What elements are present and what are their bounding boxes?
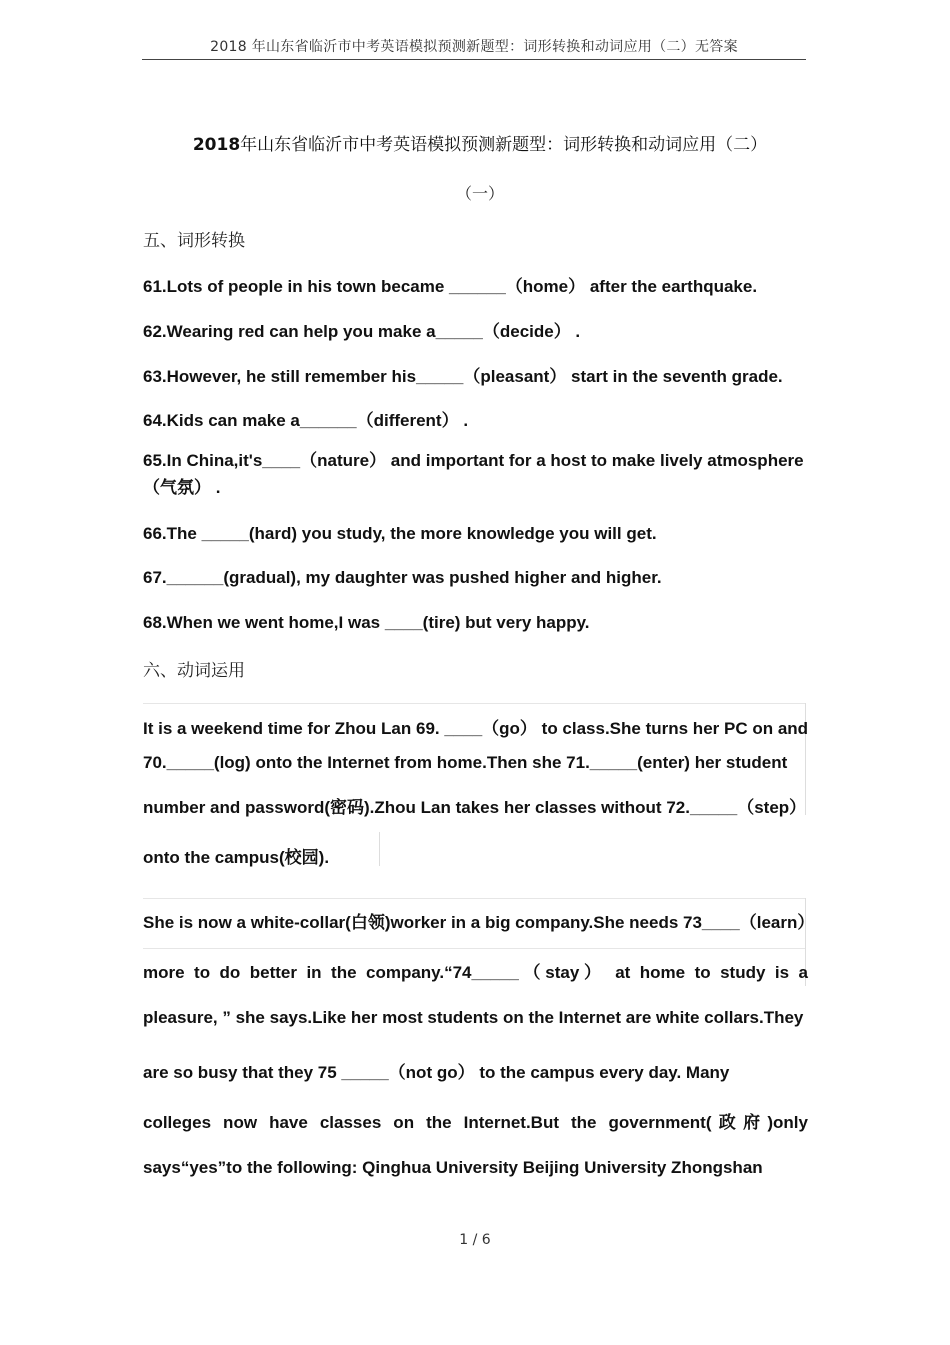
document-subtitle: （一） bbox=[455, 184, 504, 203]
question-65: 65.In China,it's____（nature） and important for a host to make lively atmosphere （气氛） . bbox=[143, 451, 804, 497]
table-rule bbox=[143, 898, 805, 899]
passage-line: more to do better in the company.“74_____（stay） at home to study is a bbox=[143, 963, 808, 982]
passage-line: It is a weekend time for Zhou Lan 69. ____（go） to class.She turns her PC on and bbox=[143, 719, 809, 738]
passage-line: colleges now have classes on the Internet.But the government(政府)only bbox=[143, 1113, 808, 1132]
table-border bbox=[379, 832, 380, 866]
passage-line: 70._____(log) onto the Internet from home.Then she 71._____(enter) her student bbox=[143, 753, 788, 772]
title-year: 2018 bbox=[192, 135, 241, 155]
section-heading-word-forms: 五、词形转换 bbox=[143, 231, 245, 251]
question-64: 64.Kids can make a______（different） . bbox=[143, 411, 469, 430]
table-rule bbox=[143, 948, 805, 949]
question-63: 63.However, he still remember his_____（pleasant） start in the seventh grade. bbox=[143, 367, 783, 386]
title-text: 年山东省临沂市中考英语模拟预测新题型：词形转换和动词应用（二） bbox=[240, 135, 768, 155]
question-68: 68.When we went home,I was ____(tire) but very happy. bbox=[143, 613, 590, 632]
passage-line: says“yes”to the following: Qinghua University Beijing University Zhongshan bbox=[143, 1158, 763, 1177]
running-header: 2018 年山东省临沂市中考英语模拟预测新题型：词形转换和动词应用（二）无答案 bbox=[210, 39, 738, 55]
page-number: 1 / 6 bbox=[459, 1232, 491, 1248]
passage-line: onto the campus(校园). bbox=[143, 848, 330, 867]
passage-line: She is now a white-collar(白领)worker in a big company.She needs 73____（learn） bbox=[143, 913, 815, 932]
question-62: 62.Wearing red can help you make a_____（decide） . bbox=[143, 322, 581, 341]
question-61: 61.Lots of people in his town became ______（home） after the earthquake. bbox=[143, 277, 758, 296]
document-title bbox=[140, 130, 820, 155]
table-rule bbox=[143, 703, 805, 704]
question-66: 66.The _____(hard) you study, the more knowledge you will get. bbox=[143, 524, 657, 543]
passage-line: are so busy that they 75 _____（not go） to the campus every day. Many bbox=[143, 1063, 730, 1082]
passage-line: pleasure, ” she says.Like her most students on the Internet are white collars.They bbox=[143, 1008, 804, 1027]
passage-line: number and password(密码).Zhou Lan takes her classes without 72._____（step） bbox=[143, 798, 807, 817]
header-rule bbox=[142, 59, 806, 60]
section-heading-verb-usage: 六、动词运用 bbox=[143, 661, 245, 681]
question-67: 67.______(gradual), my daughter was pushed higher and higher. bbox=[143, 568, 662, 587]
